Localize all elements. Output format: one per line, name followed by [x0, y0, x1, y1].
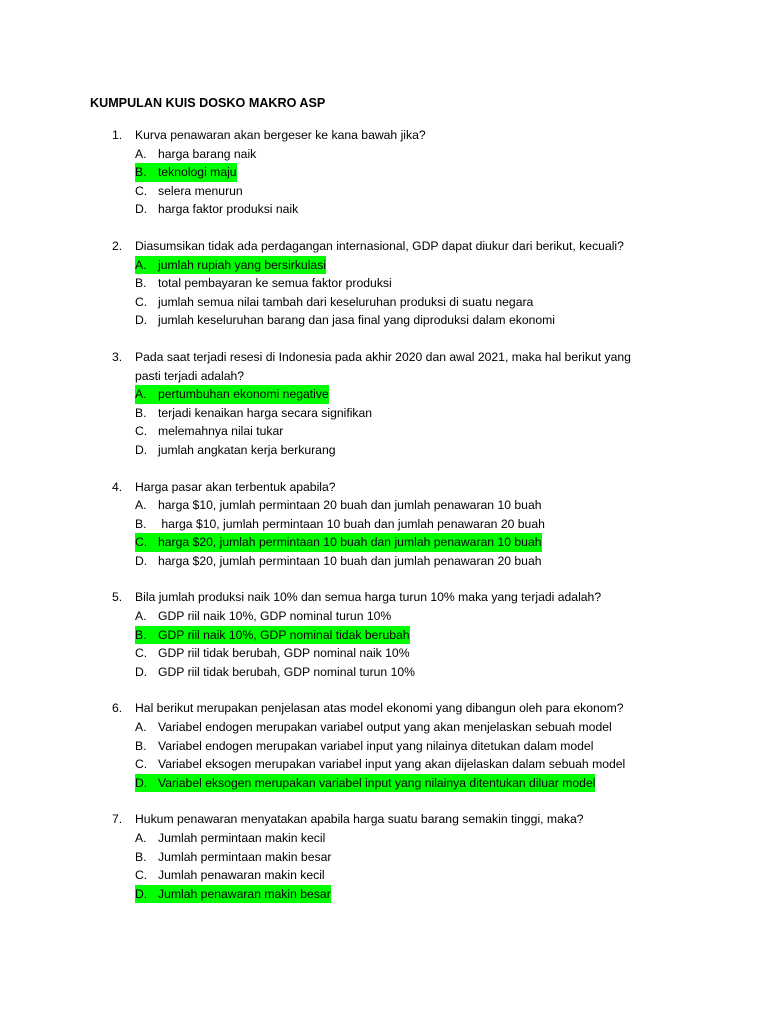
answer-option [135, 848, 655, 867]
question-body [135, 810, 655, 903]
answer-option [135, 866, 655, 885]
answer-option-content [135, 607, 391, 626]
question-text: Bila jumlah produksi naik 10% dan semua harga turun 10% maka yang terjadi adalah? [135, 590, 602, 605]
answer-option-text: Variabel endogen merupakan variabel output yang akan menjelaskan sebuah model [158, 720, 612, 735]
answer-option-text: Variabel endogen merupakan variabel input yang nilainya ditetukan dalam model [158, 738, 594, 753]
answer-option-letter: C. [135, 183, 148, 198]
answer-option-letter: A. [135, 720, 147, 735]
answer-option-text: harga barang naik [158, 146, 257, 161]
answer-option-content [135, 866, 325, 885]
answer-option-text: harga $10, jumlah permintaan 20 buah dan jumlah penawaran 10 buah [158, 498, 542, 513]
answer-option-letter: A. [135, 609, 147, 624]
question-number: 4. [112, 479, 123, 494]
answer-option-letter: D. [135, 885, 158, 904]
question-list [90, 126, 768, 903]
answer-option-text: total pembayaran ke semua faktor produksi [158, 276, 392, 291]
answer-option [135, 200, 655, 219]
answer-option-letter: B. [135, 405, 147, 420]
answer-option-text: Jumlah penawaran makin besar [158, 885, 331, 904]
question-item [90, 237, 768, 330]
answer-option-content [135, 515, 545, 534]
question-body [135, 126, 655, 219]
answer-option-content [135, 737, 593, 756]
answer-option-text: pertumbuhan ekonomi negative [158, 385, 329, 404]
question-body [135, 237, 655, 330]
answer-option-text: Jumlah permintaan makin kecil [158, 831, 326, 845]
question-body [135, 348, 655, 460]
answer-option [135, 274, 655, 293]
question-text: Hal berikut merupakan penjelasan atas model ekonomi yang dibangun oleh para ekonom? [135, 701, 624, 716]
answer-option [135, 311, 655, 330]
answer-option-letter: A. [135, 498, 147, 513]
answer-option-content [135, 311, 555, 330]
answer-option-content [135, 256, 326, 275]
answer-option-text: Jumlah permintaan makin besar [158, 849, 332, 864]
answer-option-content [135, 774, 595, 793]
answer-option-text: GDP riil naik 10%, GDP nominal tidak berubah [158, 626, 410, 645]
question-text: Pada saat terjadi resesi di Indonesia pada akhir 2020 dan awal 2021, maka hal berikut yang pasti terjadi adalah? [135, 349, 631, 383]
question-text: Hukum penawaran menyatakan apabila harga suatu barang semakin tinggi, maka? [135, 812, 584, 827]
question-text: Diasumsikan tidak ada perdagangan internasional, GDP dapat diukur dari berikut, kecuali? [135, 238, 624, 253]
answer-option-content [135, 496, 542, 515]
answer-option-content [135, 663, 415, 682]
question-number: 1. [112, 128, 123, 142]
answer-option [135, 755, 655, 774]
answer-option-letter: C. [135, 424, 148, 439]
answer-option-letter: B. [135, 163, 158, 182]
answer-option [135, 644, 655, 663]
question-number: 6. [112, 701, 123, 716]
question-item [90, 348, 768, 460]
answer-option [135, 552, 655, 571]
answer-option [135, 293, 655, 312]
question-item [90, 588, 768, 681]
answer-option [135, 404, 655, 423]
answer-option-text: GDP riil tidak berubah, GDP nominal turun 10% [158, 664, 415, 679]
question-number: 7. [112, 812, 123, 827]
answer-option-letter: D. [135, 664, 148, 679]
answer-option-correct [135, 385, 655, 404]
answer-option [135, 663, 655, 682]
answer-option [135, 515, 655, 534]
answer-option-correct [135, 885, 655, 904]
answer-option [135, 182, 655, 201]
answer-option-letter: B. [135, 738, 147, 753]
answer-option-letter: B. [135, 516, 147, 531]
answer-option-correct [135, 626, 655, 645]
answer-option-letter: D. [135, 553, 148, 568]
question-item [90, 478, 768, 571]
answer-option-letter: D. [135, 774, 158, 793]
answer-option-letter: C. [135, 533, 158, 552]
answer-option-text: teknologi maju [158, 163, 237, 182]
answer-option-content [135, 163, 237, 182]
answer-option-content [135, 145, 256, 164]
answer-option-letter: C. [135, 757, 148, 772]
answer-option-content [135, 422, 283, 441]
question-text: Kurva penawaran akan bergeser ke kana bawah jika? [135, 128, 426, 142]
answer-option-text: terjadi kenaikan harga secara signifikan [158, 405, 373, 420]
question-body [135, 588, 655, 681]
answer-option-letter: D. [135, 313, 148, 328]
answer-option-text: jumlah angkatan kerja berkurang [158, 442, 336, 457]
answer-option-letter: B. [135, 626, 158, 645]
question-item [90, 126, 768, 219]
answer-option-letter: B. [135, 849, 147, 864]
answer-option [135, 441, 655, 460]
answer-option [135, 422, 655, 441]
answer-option-content [135, 385, 329, 404]
answer-option-text: jumlah semua nilai tambah dari keseluruhan produksi di suatu negara [158, 294, 534, 309]
question-number: 3. [112, 349, 123, 364]
answer-option [135, 718, 655, 737]
question-item [90, 699, 768, 792]
answer-option-letter: C. [135, 294, 148, 309]
answer-option-content [135, 718, 612, 737]
answer-option-correct [135, 163, 655, 182]
answer-option-content [135, 885, 331, 904]
answer-option-content [135, 626, 410, 645]
answer-option-content [135, 552, 542, 571]
answer-option-text: Variabel eksogen merupakan variabel input yang akan dijelaskan dalam sebuah model [158, 757, 626, 772]
question-body [135, 699, 655, 792]
answer-option-text: Variabel eksogen merupakan variabel input yang nilainya ditentukan diluar model [158, 774, 595, 793]
answer-option-correct [135, 533, 655, 552]
answer-option [135, 737, 655, 756]
answer-option-content [135, 293, 533, 312]
answer-option-text: GDP riil tidak berubah, GDP nominal naik 10% [158, 646, 410, 661]
answer-option-content [135, 644, 410, 663]
answer-option-content [135, 404, 372, 423]
answer-option-letter: C. [135, 868, 148, 883]
question-body [135, 478, 655, 571]
answer-option [135, 607, 655, 626]
answer-option-letter: B. [135, 276, 147, 291]
answer-option-content [135, 755, 625, 774]
answer-option-letter: A. [135, 385, 158, 404]
answer-option-correct [135, 774, 655, 793]
answer-option-content [135, 200, 298, 219]
answer-option-text: jumlah rupiah yang bersirkulasi [158, 256, 326, 275]
answer-option-letter: A. [135, 256, 158, 275]
answer-option-letter: A. [135, 831, 147, 845]
answer-option [135, 496, 655, 515]
answer-option-text: harga $20, jumlah permintaan 10 buah dan jumlah penawaran 20 buah [158, 553, 542, 568]
answer-option [135, 145, 655, 164]
answer-option-text: harga $10, jumlah permintaan 10 buah dan jumlah penawaran 20 buah [158, 516, 545, 531]
answer-option-content [135, 441, 336, 460]
question-number: 5. [112, 590, 123, 605]
answer-option-text: harga faktor produksi naik [158, 202, 299, 217]
answer-option-letter: D. [135, 442, 148, 457]
answer-option-correct [135, 256, 655, 275]
answer-option-content [135, 829, 325, 848]
answer-option-content [135, 274, 392, 293]
answer-option-content [135, 182, 243, 201]
question-text: Harga pasar akan terbentuk apabila? [135, 479, 336, 494]
answer-option-letter: A. [135, 146, 147, 161]
answer-option [135, 829, 655, 848]
answer-option-text: GDP riil naik 10%, GDP nominal turun 10% [158, 609, 392, 624]
answer-option-text: selera menurun [158, 183, 243, 198]
answer-option-text: Jumlah penawaran makin kecil [158, 868, 325, 883]
answer-option-letter: C. [135, 646, 148, 661]
answer-option-letter: D. [135, 202, 148, 217]
document-title: KUMPULAN KUIS DOSKO MAKRO ASP [90, 96, 326, 110]
answer-option-content [135, 533, 542, 552]
answer-option-text: melemahnya nilai tukar [158, 424, 284, 439]
question-number: 2. [112, 238, 123, 253]
question-item [90, 810, 768, 903]
answer-option-text: harga $20, jumlah permintaan 10 buah dan jumlah penawaran 10 buah [158, 533, 542, 552]
answer-option-text: jumlah keseluruhan barang dan jasa final yang diproduksi dalam ekonomi [158, 313, 556, 328]
answer-option-content [135, 848, 331, 867]
